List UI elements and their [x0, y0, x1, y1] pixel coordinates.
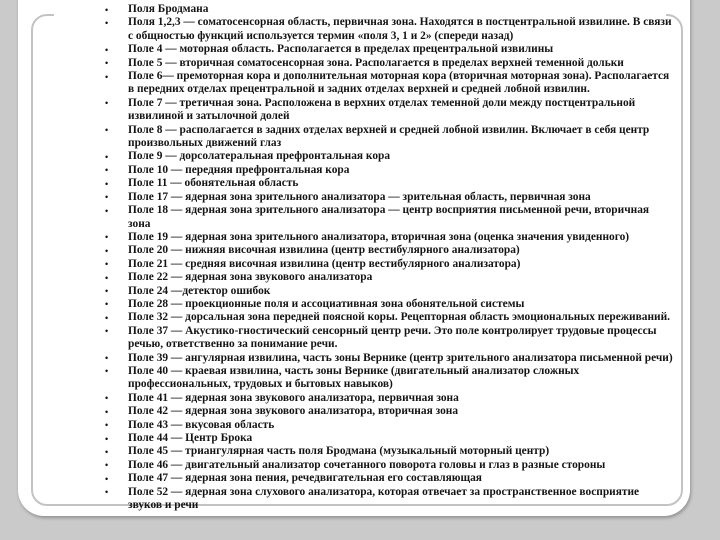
list-item — [103, 472, 673, 485]
list-item-text: Поле 44 — Центр Брока — [128, 432, 253, 444]
list-item-text: Поле 9 — дорсолатеральная префронтальная кора — [128, 150, 391, 163]
list-item-text: Поле 5 — вторичная соматосенсорная зона. Располагается в пределах верхней теменной дольки — [128, 56, 624, 69]
list-item — [103, 365, 673, 392]
list-item-text: Поле 37 — Акустико-гностический сенсорный центр речи. Это поле контролирует трудовые процессы речью, ответственно за понимание речи. — [128, 324, 657, 351]
list-item-text: Поле 42 — ядерная зона звукового анализатора, вторичная зона — [128, 405, 459, 418]
list-item-text: Поле 7 — третичная зона. Расположена в верхних отделах теменной доли между постцентральной извилиной и затылочной долей — [128, 96, 636, 123]
list-item-text: Поле 32 — дорсальная зона передней поясной коры. Рецепторная область эмоциональных переживаний. — [128, 311, 670, 324]
bullet-icon: • — [105, 393, 109, 404]
list-item — [103, 258, 673, 271]
bullet-icon: • — [105, 353, 109, 364]
list-item — [103, 432, 673, 445]
list-item — [103, 244, 673, 257]
list-item — [103, 57, 673, 70]
bullet-icon: • — [105, 192, 109, 203]
list-item-text: Поля Бродмана — [128, 3, 209, 15]
list-item — [103, 204, 673, 231]
list-item — [103, 352, 673, 365]
list-item — [103, 3, 673, 16]
bullet-icon: • — [105, 58, 109, 69]
list-item — [103, 70, 673, 97]
list-item — [103, 43, 673, 56]
bullet-icon: • — [105, 433, 109, 444]
list-item-text: Поле 28 — проекционные поля и ассоциативная зона обонятельной системы — [128, 297, 525, 310]
bullet-icon: • — [105, 286, 109, 297]
list-item — [103, 298, 673, 311]
list-item-text: Поля 1,2,3 — соматосенсорная область, первичная зона. Находятся в постцентральной извилине. В связи с общностью функций используется термин «поля 3, 1 и 2» (спереди назад) — [128, 16, 672, 42]
list-item-text: Поле 19 — ядерная зона зрительного анализатора, вторичная зона (оценка значения увиденного) — [128, 230, 630, 243]
bullet-icon: • — [105, 71, 109, 82]
list-item — [103, 124, 673, 151]
list-item-text: Поле 17 — ядерная зона зрительного анализатора — зрительная область, первичная зона — [128, 190, 591, 203]
bullet-icon: • — [105, 272, 109, 283]
list-item — [103, 97, 673, 124]
list-item — [103, 392, 673, 405]
list-item — [103, 164, 673, 177]
bullet-icon: • — [105, 420, 109, 431]
list-item — [103, 231, 673, 244]
bullet-icon: • — [105, 205, 109, 216]
bullet-icon: • — [105, 44, 109, 55]
list-item-text: Поле 11 — обонятельная область — [128, 177, 299, 190]
bullet-icon: • — [105, 178, 109, 189]
list-item-text: Поле 45 — триангулярная часть поля Бродмана (музыкальный моторный центр) — [128, 445, 550, 458]
list-item-text: Поле 43 — вкусовая область — [128, 418, 275, 431]
list-item — [103, 16, 673, 43]
bullet-icon: • — [105, 4, 109, 15]
bullet-icon: • — [105, 487, 109, 498]
list-item-text: Поле 20 — нижняя височная извилина (центр вестибулярного анализатора) — [128, 244, 520, 257]
list-item-text: Поле 47 — ядерная зона пения, речедвигательная его составляющая — [128, 472, 482, 485]
list-item-text: Поле 21 — средняя височная извилина (центр вестибулярного анализатора) — [128, 257, 521, 270]
bullet-icon: • — [105, 125, 109, 136]
list-item-text: Поле 39 — ангулярная извилина, часть зоны Вернике (центр зрительного анализатора письменной речи) — [128, 351, 673, 364]
list-item — [103, 150, 673, 163]
bullet-icon: • — [105, 366, 109, 377]
list-item-text: Поле 52 — ядерная зона слухового анализатора, которая отвечает за пространственное восприятие звуков и речи — [128, 485, 640, 512]
bullet-icon: • — [105, 245, 109, 256]
bullet-icon: • — [105, 460, 109, 471]
list-item-text: Поле 40 — краевая извилина, часть зоны Вернике (двигательный анализатор сложных профессиональных, трудовых и бытовых навыков) — [128, 364, 580, 391]
list-item-text: Поле 41 — ядерная зона звукового анализатора, первичная зона — [128, 391, 459, 404]
bullet-icon: • — [105, 17, 109, 28]
list-item — [103, 271, 673, 284]
bullet-list — [103, 3, 673, 512]
bullet-icon: • — [105, 326, 109, 337]
list-item — [103, 191, 673, 204]
bullet-icon: • — [105, 165, 109, 176]
list-item — [103, 325, 673, 352]
list-item-text: Поле 22 — ядерная зона звукового анализатора — [128, 271, 373, 284]
list-item — [103, 486, 673, 513]
list-item-text: Поле 8 — располагается в задних отделах верхней и средней лобной извилин. Включает в себя центр произвольных движений глаз — [128, 123, 650, 150]
bullet-icon: • — [105, 299, 109, 310]
list-item-text: Поле 10 — передняя префронтальная кора — [128, 163, 350, 176]
list-item-text: Поле 24 —детектор ошибок — [128, 284, 271, 297]
list-item-text: Поле 4 — моторная область. Располагается в пределах прецентральной извилины — [128, 43, 554, 56]
list-item — [103, 311, 673, 324]
list-item — [103, 405, 673, 418]
list-item — [103, 177, 673, 190]
list-item — [103, 419, 673, 432]
bullet-icon: • — [105, 232, 109, 243]
bullet-icon: • — [105, 98, 109, 109]
list-item-text: Поле 6— премоторная кора и дополнительная моторная кора (вторичная моторная зона). Располагается в передних отделах прецентральной и задних отделах верхней и средней лобной извилин. — [128, 70, 670, 96]
list-item — [103, 445, 673, 458]
bullet-icon: • — [105, 406, 109, 417]
bullet-icon: • — [105, 312, 109, 323]
list-item-text: Поле 18 — ядерная зона зрительного анализатора — центр восприятия письменной речи, вторичная зона — [128, 204, 650, 230]
bullet-icon: • — [105, 151, 109, 162]
bullet-icon: • — [105, 473, 109, 484]
list-item — [103, 459, 673, 472]
bullet-icon: • — [105, 446, 109, 457]
list-item — [103, 285, 673, 298]
list-item-text: Поле 46 — двигательный анализатор сочетанного поворота головы и глаз в разные стороны — [128, 458, 606, 471]
bullet-icon: • — [105, 259, 109, 270]
